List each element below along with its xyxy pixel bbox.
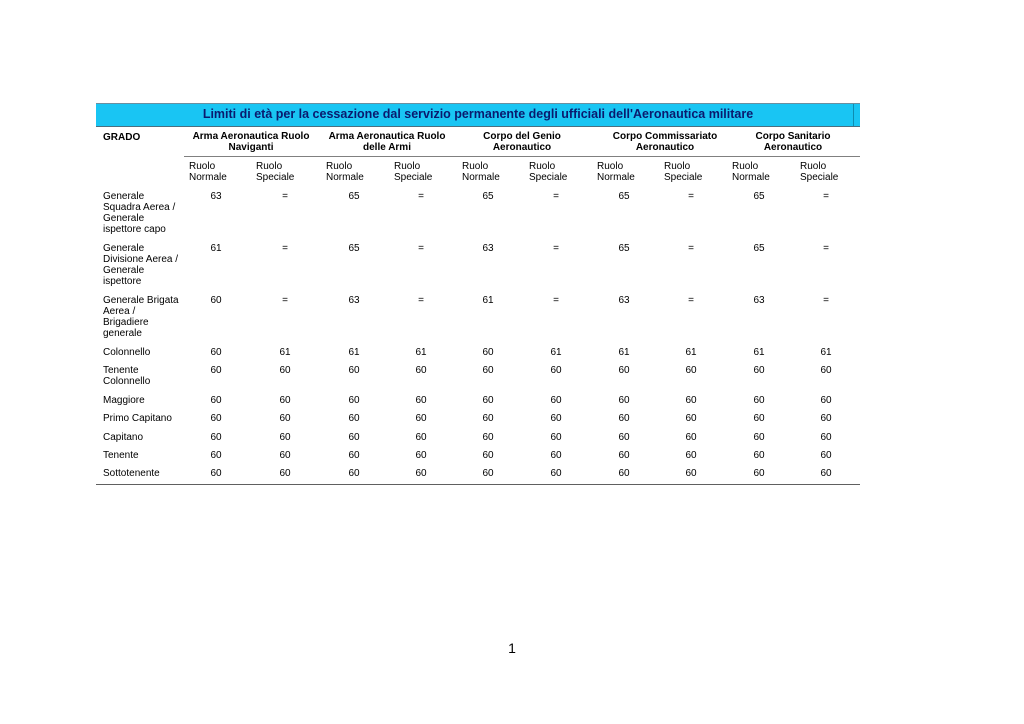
- table-cell-value: 60: [415, 365, 427, 376]
- ruolo-subheader: [394, 161, 432, 183]
- table-cell-value: 60: [753, 365, 765, 376]
- page-number: 1: [508, 640, 516, 656]
- table-cell-value: 60: [415, 395, 427, 406]
- table-cell-value: 60: [210, 413, 222, 424]
- table-cell-value: 60: [820, 450, 832, 461]
- table-cell-value: =: [282, 295, 288, 306]
- corps-header-line: Corpo Sanitario: [755, 131, 831, 142]
- ruolo-subheader: [256, 161, 294, 183]
- corps-header: [317, 131, 457, 153]
- table-cell-value: 60: [685, 365, 697, 376]
- table-cell-value: 63: [753, 295, 765, 306]
- corps-header-line: Arma Aeronautica Ruolo: [328, 131, 446, 142]
- subheader-line: Ruolo: [256, 161, 283, 172]
- ruolo-subheader: [732, 161, 770, 183]
- table-cell-value: 60: [685, 413, 697, 424]
- table-cell-value: 60: [753, 413, 765, 424]
- table-cell-value: 60: [618, 395, 630, 406]
- rank-label: Maggiore: [103, 395, 145, 406]
- table-cell-value: 60: [550, 395, 562, 406]
- table-cell-value: 60: [279, 450, 291, 461]
- table-cell-value: 60: [279, 432, 291, 443]
- table-cell-value: 61: [482, 295, 494, 306]
- subheader-line: Ruolo: [732, 161, 759, 172]
- corps-header-line: Corpo Commissariato: [612, 131, 718, 142]
- table-cell-value: 60: [753, 395, 765, 406]
- ruolo-subheader: [800, 161, 838, 183]
- corps-header: [723, 131, 863, 153]
- table-cell-value: =: [823, 295, 829, 306]
- corps-header: [595, 131, 735, 153]
- table-cell-value: =: [688, 243, 694, 254]
- table-cell-value: 60: [210, 395, 222, 406]
- rank-label: Generale Squadra Aerea / Generale ispettore capo: [103, 191, 176, 235]
- table-cell-value: 61: [210, 243, 222, 254]
- subheader-line: Ruolo: [529, 161, 556, 172]
- rank-label: Tenente: [103, 450, 139, 461]
- table-cell-value: 60: [482, 365, 494, 376]
- table-cell-value: =: [688, 295, 694, 306]
- corps-header: [452, 131, 592, 153]
- table-cell-value: 60: [618, 413, 630, 424]
- table-cell-value: 65: [618, 191, 630, 202]
- table-cell-value: =: [553, 295, 559, 306]
- table-cell-value: 60: [279, 365, 291, 376]
- table-cell-value: =: [823, 243, 829, 254]
- rank-label: Capitano: [103, 432, 144, 443]
- table-cell-value: 65: [348, 191, 360, 202]
- corps-header-line: Naviganti: [228, 142, 274, 153]
- subheader-line: Ruolo: [326, 161, 353, 172]
- table-cell-value: 65: [753, 191, 765, 202]
- table-cell-value: =: [282, 243, 288, 254]
- table-cell-value: 60: [210, 365, 222, 376]
- table-cell-value: 61: [820, 347, 832, 358]
- table-cell-value: 60: [550, 450, 562, 461]
- table-cell-value: =: [418, 295, 424, 306]
- table-cell-value: 60: [820, 395, 832, 406]
- header-divider: [184, 156, 860, 157]
- table-cell-value: 60: [348, 395, 360, 406]
- subheader-line: Normale: [326, 172, 364, 183]
- table-cell-value: 60: [618, 365, 630, 376]
- table-cell-value: 60: [685, 432, 697, 443]
- grado-header: GRADO: [103, 132, 141, 143]
- subheader-line: Ruolo: [664, 161, 691, 172]
- ruolo-subheader: [597, 161, 635, 183]
- table-cell-value: 63: [618, 295, 630, 306]
- rank-label: Sottotenente: [103, 468, 160, 479]
- table-cell-value: 60: [685, 450, 697, 461]
- table-cell-value: 63: [482, 243, 494, 254]
- rank-label: Primo Capitano: [103, 413, 172, 424]
- table-cell-value: 60: [482, 347, 494, 358]
- table-cell-value: 60: [550, 432, 562, 443]
- table-cell-value: 60: [210, 468, 222, 479]
- table-cell-value: 61: [415, 347, 427, 358]
- corps-header-line: delle Armi: [363, 142, 411, 153]
- table-cell-value: 60: [820, 432, 832, 443]
- corps-header-line: Corpo del Genio: [483, 131, 561, 142]
- table-cell-value: 60: [415, 413, 427, 424]
- table-cell-value: 60: [753, 468, 765, 479]
- table-cell-value: 60: [210, 295, 222, 306]
- table-cell-value: =: [553, 191, 559, 202]
- table-cell-value: 65: [482, 191, 494, 202]
- table-cell-value: 61: [550, 347, 562, 358]
- table-cell-value: 60: [550, 468, 562, 479]
- table-cell-value: 60: [415, 450, 427, 461]
- table-cell-value: 60: [348, 413, 360, 424]
- table-bottom-border: [96, 484, 860, 485]
- subheader-line: Ruolo: [800, 161, 827, 172]
- rank-label: Colonnello: [103, 347, 151, 358]
- table-cell-value: 63: [210, 191, 222, 202]
- table-cell-value: 60: [820, 413, 832, 424]
- subheader-line: Normale: [597, 172, 635, 183]
- table-cell-value: 60: [348, 450, 360, 461]
- table-cell-value: 60: [753, 450, 765, 461]
- table-cell-value: 60: [210, 432, 222, 443]
- table-cell-value: =: [418, 243, 424, 254]
- subheader-line: Normale: [732, 172, 770, 183]
- corps-header-line: Aeronautico: [763, 142, 823, 153]
- table-cell-value: 60: [482, 468, 494, 479]
- table-cell-value: 60: [550, 365, 562, 376]
- rank-label: Generale Brigata Aerea / Brigadiere generale: [103, 295, 179, 339]
- corps-header: [181, 131, 321, 153]
- table-cell-value: =: [282, 191, 288, 202]
- subheader-line: Speciale: [664, 172, 703, 183]
- subheader-line: Ruolo: [189, 161, 216, 172]
- table-cell-value: 60: [550, 413, 562, 424]
- table-cell-value: 60: [618, 468, 630, 479]
- table-title: Limiti di età per la cessazione dal servizio permanente degli ufficiali dell'Aeronautica militare: [202, 107, 754, 121]
- table-cell-value: 60: [279, 413, 291, 424]
- table-cell-value: 60: [820, 365, 832, 376]
- subheader-line: Ruolo: [462, 161, 489, 172]
- table-cell-value: 60: [210, 347, 222, 358]
- subheader-line: Speciale: [529, 172, 568, 183]
- table-cell-value: 61: [348, 347, 360, 358]
- table-cell-value: 60: [482, 413, 494, 424]
- table-cell-value: =: [688, 191, 694, 202]
- table-cell-value: 60: [415, 432, 427, 443]
- ruolo-subheader: [326, 161, 364, 183]
- table-cell-value: 60: [482, 432, 494, 443]
- subheader-line: Normale: [462, 172, 500, 183]
- table-cell-value: 60: [348, 365, 360, 376]
- table-cell-value: 61: [279, 347, 291, 358]
- table-title-bar: [96, 103, 860, 127]
- table-cell-value: 60: [415, 468, 427, 479]
- table-cell-value: 60: [753, 432, 765, 443]
- ruolo-subheader: [529, 161, 567, 183]
- ruolo-subheader: [462, 161, 500, 183]
- table-cell-value: 61: [753, 347, 765, 358]
- table-cell-value: =: [823, 191, 829, 202]
- subheader-line: Speciale: [256, 172, 295, 183]
- title-bar-edge: [853, 104, 854, 126]
- table-cell-value: 60: [348, 432, 360, 443]
- table-cell-value: =: [418, 191, 424, 202]
- corps-header-line: Aeronautico: [492, 142, 552, 153]
- table-cell-value: 60: [820, 468, 832, 479]
- table-cell-value: 60: [482, 450, 494, 461]
- corps-header-line: Aeronautico: [635, 142, 695, 153]
- table-cell-value: =: [553, 243, 559, 254]
- subheader-line: Speciale: [394, 172, 433, 183]
- age-limits-table: [96, 127, 860, 486]
- table-cell-value: 61: [685, 347, 697, 358]
- table-cell-value: 60: [685, 468, 697, 479]
- subheader-line: Normale: [189, 172, 227, 183]
- table-cell-value: 60: [618, 432, 630, 443]
- subheader-line: Ruolo: [597, 161, 624, 172]
- table-cell-value: 65: [618, 243, 630, 254]
- corps-header-line: Arma Aeronautica Ruolo: [192, 131, 310, 142]
- table-cell-value: 60: [348, 468, 360, 479]
- table-cell-value: 60: [618, 450, 630, 461]
- table-cell-value: 61: [618, 347, 630, 358]
- subheader-line: Ruolo: [394, 161, 421, 172]
- table-cell-value: 65: [348, 243, 360, 254]
- table-cell-value: 60: [279, 395, 291, 406]
- table-cell-value: 60: [482, 395, 494, 406]
- table-cell-value: 65: [753, 243, 765, 254]
- table-cell-value: 60: [685, 395, 697, 406]
- table-cell-value: 60: [210, 450, 222, 461]
- subheader-line: Speciale: [800, 172, 839, 183]
- rank-label: Generale Divisione Aerea / Generale ispettore: [103, 243, 179, 287]
- ruolo-subheader: [664, 161, 702, 183]
- table-cell-value: 63: [348, 295, 360, 306]
- ruolo-subheader: [189, 161, 227, 183]
- rank-label: Tenente Colonnello: [103, 365, 151, 387]
- table-cell-value: 60: [279, 468, 291, 479]
